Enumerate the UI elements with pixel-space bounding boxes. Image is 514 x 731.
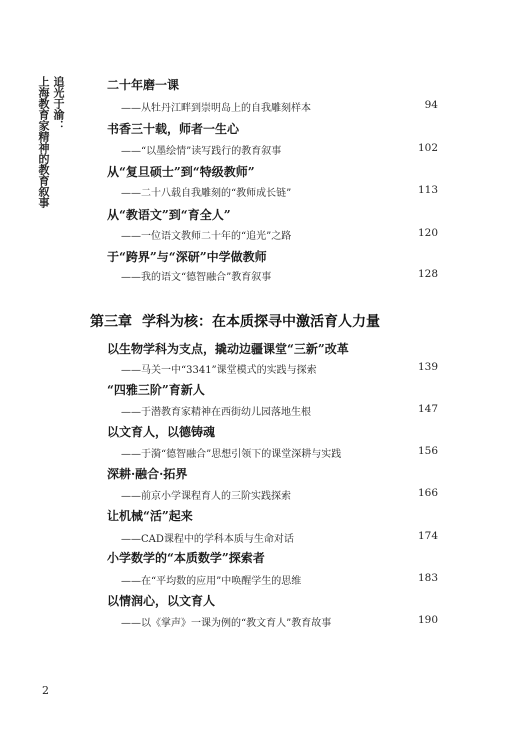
toc-entry-page: 147: [417, 403, 438, 415]
toc-entry-subtitle: ——前京小学课程育人的三阶实践探索: [121, 491, 291, 502]
toc-entry-title: 深耕·融合·拓界: [107, 467, 188, 481]
toc-entry-subtitle: ——“以墨绘情”读写践行的教育叙事: [121, 146, 282, 157]
toc-entry-title: 二十年磨一课: [107, 78, 180, 92]
toc-entry-title: 于“跨界”与“深研”中学做教师: [107, 250, 267, 264]
toc-entry-subtitle: ——从牡丹江畔到崇明岛上的自我雕刻样本: [121, 103, 311, 114]
toc-entry-title: 以生物学科为支点，撬动边疆课堂“三新”改革: [107, 342, 349, 356]
toc-entry-title: 从“复旦硕士”到“特级教师”: [107, 165, 255, 179]
toc-entry-subtitle: ——以《掌声》一课为例的“教文育人”教育故事: [121, 618, 332, 629]
toc-entry-title: 以情润心，以文育人: [107, 594, 216, 608]
chapter-heading: [90, 311, 390, 331]
toc-entry-page: 156: [417, 445, 438, 457]
toc-entry-subtitle: ——CAD课程中的学科本质与生命对话: [121, 534, 294, 545]
toc-entry-page: 94: [424, 99, 438, 111]
chapter-label: 第三章: [90, 314, 132, 330]
toc-entry-subtitle: ——在“平均数的应用”中唤醒学生的思维: [121, 576, 302, 587]
toc-entry-page: 174: [417, 530, 438, 542]
toc-entry-subtitle: ——于漪“德智融合”思想引领下的课堂深耕与实践: [121, 449, 342, 460]
toc-entry-page: 113: [417, 184, 438, 196]
toc-entry-page: 190: [417, 614, 438, 626]
toc-entry-subtitle: ——我的语文“德智融合”教育叙事: [121, 272, 272, 283]
toc-entry-title: “四雅三阶”育新人: [107, 383, 205, 397]
page-number: 2: [42, 684, 49, 697]
running-title-line-2: 上海教育家精神的教育叙事: [37, 76, 50, 208]
toc-entry-page: 183: [417, 572, 438, 584]
toc-entry-title: 让机械“活”起来: [107, 509, 193, 523]
chapter-title: 学科为核：在本质探寻中激活育人力量: [142, 314, 380, 330]
toc-entry-title: 书香三十载，师者一生心: [107, 122, 240, 136]
toc-entry-page: 128: [417, 268, 438, 280]
toc-entry-subtitle: ——于潜教育家精神在西街幼儿园落地生根: [121, 407, 311, 418]
toc-entry-subtitle: ——二十八载自我雕刻的“教师成长链”: [121, 188, 292, 199]
toc-entry-subtitle: ——一位语文教师二十年的“追光”之路: [121, 231, 292, 242]
toc-entry-title: 小学数学的“本质数学”探索者: [107, 551, 265, 565]
toc-entry-title: 以文育人，以德铸魂: [107, 425, 216, 439]
toc-entry-page: 166: [417, 487, 438, 499]
toc-entry-subtitle: ——马关一中“3341”课堂模式的实践与探索: [121, 365, 317, 376]
toc-entry-page: 120: [417, 227, 438, 239]
toc-entry-page: 139: [417, 361, 438, 373]
running-title-line-1: 追光于渝：: [52, 76, 65, 131]
toc-entry-title: 从“教语文”到“育全人”: [107, 208, 231, 222]
toc-entry-page: 102: [417, 142, 438, 154]
